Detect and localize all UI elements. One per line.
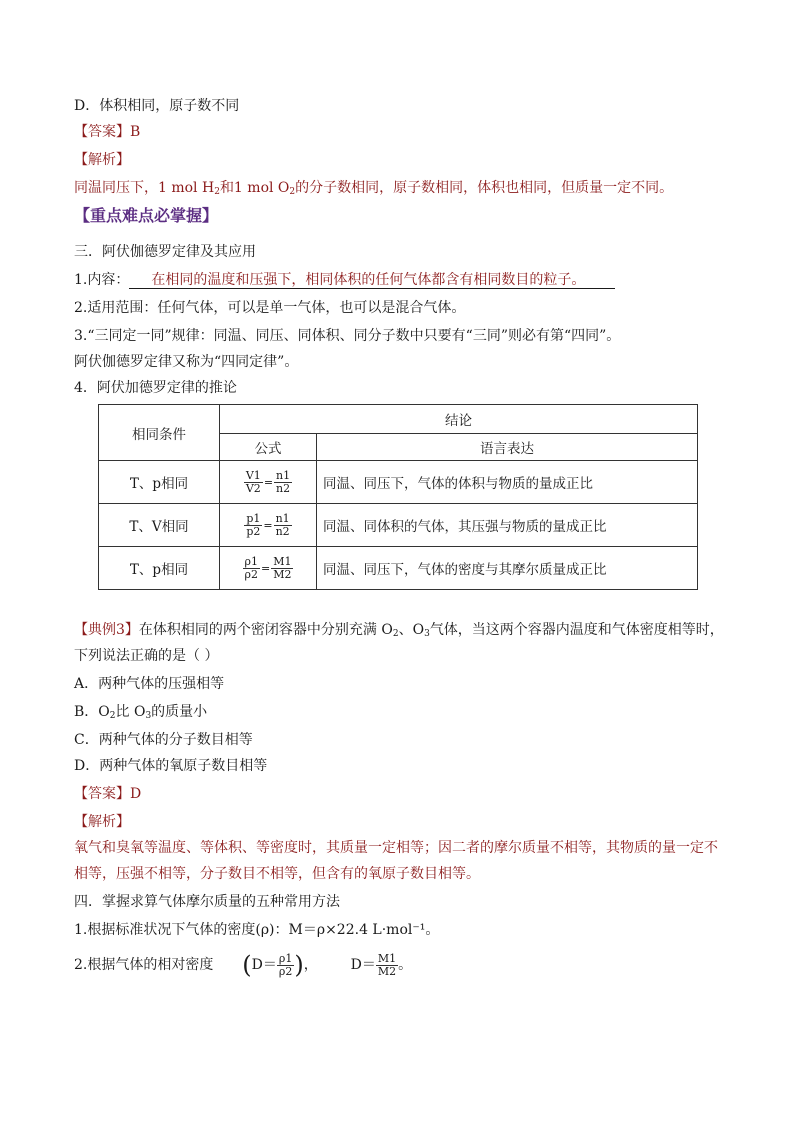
example3-analysis-line2: 相等，压强不相等，分子数目不相等，但含有的氧原子数目相等。	[74, 866, 480, 882]
answer-value: B	[130, 124, 141, 140]
fraction	[277, 953, 294, 978]
example3-analysis-line1: 氧气和臭氧等温度、等体积、等密度时，其质量一定相等；因二者的摩尔质量不相等，其物质的量一定不	[74, 840, 718, 856]
answer-tag: 【答案】	[74, 124, 130, 140]
fraction	[271, 556, 293, 581]
example3-option-b	[74, 702, 207, 726]
fraction	[244, 470, 263, 495]
left-paren: (	[242, 951, 252, 979]
option-d: D．体积相同，原子数不同	[74, 98, 240, 114]
numerator: n1	[275, 511, 290, 525]
right-paren: )	[294, 951, 304, 979]
cell-expression: 同温、同体积的气体，其压强与物质的量成正比	[317, 504, 698, 547]
example3-stem	[74, 620, 724, 644]
analysis-text	[74, 178, 673, 202]
inference-title: 4．阿伏加德罗定律的推论	[74, 380, 237, 396]
fraction	[274, 470, 292, 495]
avogadro-alias: 阿伏伽德罗定律又称为“四同定律”。	[74, 354, 299, 370]
header-expression: 语言表达	[317, 434, 698, 461]
example3-option-c: C．两种气体的分子数目相等	[74, 732, 253, 748]
equals-sign: =	[263, 518, 273, 532]
denominator: p2	[246, 524, 261, 538]
content-label: 1.内容：	[74, 272, 130, 288]
section-heading: 【重点难点必掌握】	[74, 206, 219, 225]
denominator: ρ2	[244, 567, 258, 581]
answer-value: D	[130, 786, 142, 802]
avogadro-rule: 3.“三同定一同”规律：同温、同压、同体积、同分子数中只要有“三同”则必有第“四同”。	[74, 328, 621, 344]
example3-option-d: D．两种气体的氧原子数目相等	[74, 758, 268, 774]
fraction	[274, 513, 292, 538]
example-tag: 【典例3】	[74, 622, 139, 638]
avogadro-content	[74, 270, 615, 290]
table-header-row	[99, 405, 698, 434]
subscript: 2	[214, 187, 220, 197]
denominator: M2	[273, 567, 292, 581]
denominator: ρ2	[278, 964, 293, 978]
subscript: 2	[289, 187, 296, 197]
cell-expression: 同温、同压下，气体的体积与物质的量成正比	[317, 461, 698, 504]
molar-mass-method2: 2.根据气体的相对密度 (D＝ $\frac{\rho 1}{\rho 2}$ )， D＝ $\frac{M1}{M2}$ 。	[74, 951, 413, 979]
answer-tag: 【答案】	[74, 786, 130, 802]
subscript: 3	[424, 629, 430, 639]
header-conclusion: 结论	[220, 405, 698, 434]
denominator: V2	[245, 481, 261, 495]
table-row	[99, 547, 698, 590]
inference-table	[98, 404, 698, 590]
analysis-part: 和1 mol O	[219, 180, 290, 196]
analysis-tag: 【解析】	[74, 152, 130, 168]
d-label: D＝	[251, 957, 277, 973]
example3-option-a: A．两种气体的压强相等	[74, 676, 225, 692]
tail: 。	[398, 957, 413, 973]
analysis-part: 的分子数相同，原子数相同，体积也相同，但质量一定不同。	[295, 180, 674, 196]
method2-label: 2.根据气体的相对密度	[74, 957, 214, 973]
denominator: n2	[275, 524, 290, 538]
cell-formula	[220, 461, 317, 504]
cell-condition: T、V相同	[99, 504, 220, 547]
stem-part: 气体，当这两个容器内温度和气体密度相等时，	[429, 622, 724, 638]
cell-formula	[220, 504, 317, 547]
numerator: M1	[377, 951, 397, 965]
d-label: D＝	[350, 957, 376, 973]
stem-part: 、O	[398, 622, 425, 638]
numerator: ρ1	[244, 554, 258, 568]
avogadro-scope: 2.适用范围：任何气体，可以是单一气体，也可以是混合气体。	[74, 300, 466, 316]
subscript: 2	[392, 629, 399, 639]
denominator: M2	[377, 964, 397, 978]
equals-sign: =	[260, 561, 271, 575]
numerator: M1	[273, 554, 292, 568]
cell-condition: T、p相同	[99, 461, 220, 504]
subscript: 2	[109, 711, 116, 721]
header-condition: 相同条件	[99, 405, 220, 461]
fraction	[244, 513, 262, 538]
numerator: V1	[245, 468, 261, 482]
subscript: 3	[145, 711, 152, 721]
answer-line	[74, 122, 140, 142]
fraction	[243, 556, 260, 581]
cell-formula	[220, 547, 317, 590]
cell-condition: T、p相同	[99, 547, 220, 590]
table-row	[99, 504, 698, 547]
option-part: 的质量小	[151, 704, 208, 720]
option-part: 比 O	[115, 704, 146, 720]
molar-mass-method1: 1.根据标准状况下气体的密度(ρ)：M＝ρ×22.4 L·mol⁻¹。	[74, 922, 440, 938]
equals-sign: =	[263, 475, 274, 489]
avogadro-title: 三．阿伏伽德罗定律及其应用	[74, 244, 256, 260]
numerator: ρ1	[278, 951, 293, 965]
example3-answer	[74, 784, 141, 804]
example3-stem-line2: 下列说法正确的是（ ）	[74, 648, 219, 664]
denominator: n2	[276, 481, 291, 495]
cell-expression: 同温、同压下，气体的密度与其摩尔质量成正比	[317, 547, 698, 590]
fraction	[376, 953, 398, 978]
stem-part: 在体积相同的两个密闭容器中分别充满 O	[138, 622, 393, 638]
option-part: B．O	[74, 704, 110, 720]
table-row	[99, 461, 698, 504]
content-fill: 在相同的温度和压强下，相同体积的任何气体都含有相同数目的粒子。	[129, 272, 615, 289]
numerator: p1	[246, 511, 261, 525]
example3-analysis-tag: 【解析】	[74, 814, 130, 830]
analysis-part: 同温同压下，1 mol H	[74, 180, 215, 196]
numerator: n1	[276, 468, 291, 482]
header-formula: 公式	[220, 434, 317, 461]
molar-mass-title: 四．掌握求算气体摩尔质量的五种常用方法	[74, 894, 340, 910]
